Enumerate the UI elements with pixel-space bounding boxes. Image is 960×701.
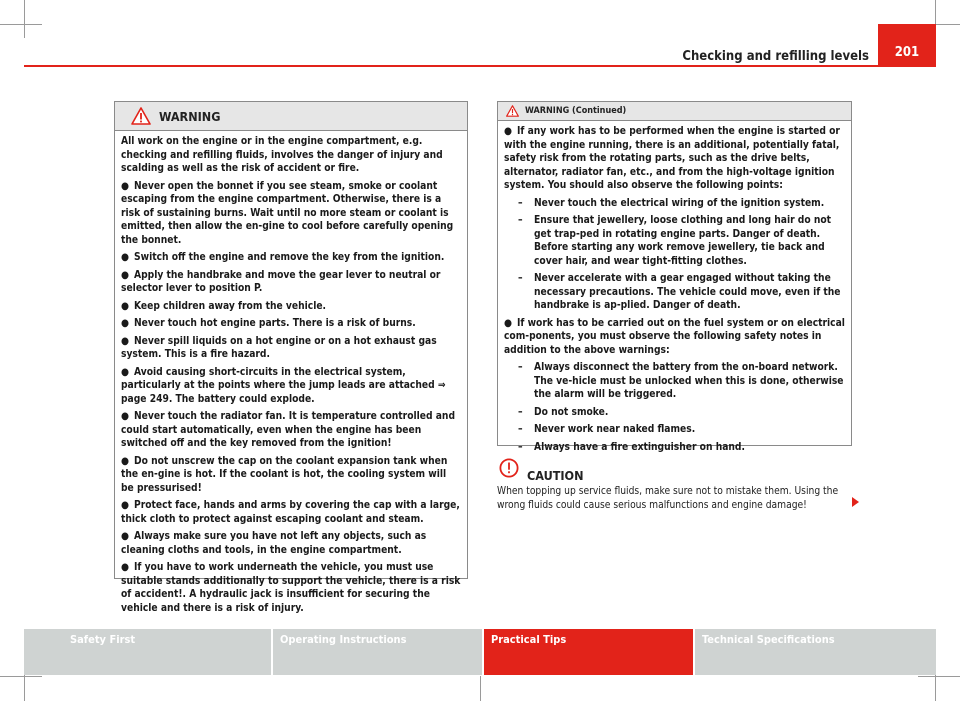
list-item: ● Avoid causing short-circuits in the electrical system, particularly at the points where the jump leads are attached ⇒ page 249. The battery could explode. bbox=[121, 366, 446, 405]
bullet-icon: ● bbox=[121, 335, 129, 347]
list-item: ● If any work has to be performed when the engine is started or with the engine running, there is an additional, potentially fatal, safety risk from the rotating parts, such as the drive belts, alternator, radiator fan, etc., and from the high-voltage ignition system. You should also observe the following points: bbox=[504, 126, 840, 191]
tab-practical-tips[interactable]: Practical Tips bbox=[484, 629, 693, 675]
sub-list-item: – Do not smoke. bbox=[518, 406, 609, 418]
crop-mark bbox=[0, 24, 42, 25]
caution-text: When topping up service fluids, make sure not to mistake them. Using the wrong fluids could cause serious malfunctions and engine damage! bbox=[497, 486, 839, 511]
bullet-icon: ● bbox=[121, 252, 129, 263]
dash-icon: – bbox=[518, 406, 523, 418]
dash-icon: – bbox=[518, 441, 523, 453]
dash-icon: – bbox=[518, 197, 523, 209]
sub-list-item: – Never touch the electrical wiring of the ignition system. bbox=[518, 197, 825, 209]
bullet-icon: ● bbox=[121, 269, 129, 281]
crop-mark bbox=[0, 676, 42, 677]
crop-mark bbox=[918, 676, 960, 677]
list-item: ● Apply the handbrake and move the gear lever to neutral or selector lever to position P. bbox=[121, 269, 441, 294]
bullet-icon: ● bbox=[121, 300, 129, 312]
page-number: 201 bbox=[878, 24, 936, 66]
sub-list-item: – Never accelerate with a gear engaged without taking the necessary precautions. The vehicle could move, even if the handbrake is ap-plied. Danger of death. bbox=[518, 273, 841, 311]
tab-operating-instructions[interactable]: Operating Instructions bbox=[273, 629, 482, 675]
bullet-icon: ● bbox=[121, 318, 129, 329]
continue-arrow-icon bbox=[852, 497, 859, 507]
sub-list-item: – Always have a fire extinguisher on hand. bbox=[518, 441, 745, 453]
tab-technical-specifications[interactable]: Technical Specifications bbox=[695, 629, 936, 675]
header-rule bbox=[24, 65, 936, 67]
crop-mark bbox=[24, 0, 25, 38]
list-item: ● If work has to be carried out on the fuel system or on electrical com-ponents, you must observe the following safety notes in addition to the above warnings: bbox=[504, 317, 845, 356]
bullet-icon: ● bbox=[504, 126, 512, 137]
list-item: ● Keep children away from the vehicle. bbox=[121, 300, 327, 312]
caution-icon bbox=[499, 458, 519, 478]
warning-body bbox=[115, 131, 467, 615]
dash-icon: – bbox=[518, 273, 523, 284]
crop-mark bbox=[480, 676, 481, 701]
list-item: ● Protect face, hands and arms by covering the cap with a large, thick cloth to protect against escaping coolant and steam. bbox=[121, 500, 460, 525]
caution-title: CAUTION bbox=[527, 468, 584, 483]
bullet-icon: ● bbox=[121, 411, 129, 422]
bullet-icon: ● bbox=[504, 317, 512, 329]
warning-triangle-icon bbox=[506, 105, 519, 117]
sub-list-item: – Never work near naked flames. bbox=[518, 424, 696, 435]
tab-safety-first[interactable]: Safety First bbox=[24, 629, 271, 675]
list-item: ● Never open the bonnet if you see steam, smoke or coolant escaping from the engine compartment. Otherwise, there is a risk of sustaining burns. Wait until no more steam or coolant is emitted, then allow the en-gine to cool before carefully opening the bonnet. bbox=[121, 180, 454, 246]
warning-continued-header bbox=[498, 102, 851, 121]
list-item: ● Never touch hot engine parts. There is a risk of burns. bbox=[121, 318, 416, 329]
dash-icon: – bbox=[518, 362, 523, 373]
sub-list-item: – Always disconnect the battery from the on-board network. The ve-hicle must be unlocked when this is done, otherwise the alarm will be triggered. bbox=[518, 362, 844, 400]
bullet-icon: ● bbox=[121, 562, 129, 573]
bullet-icon: ● bbox=[121, 180, 129, 192]
list-item: ● Always make sure you have not left any objects, such as cleaning cloths and tools, in the engine compartment. bbox=[121, 531, 427, 556]
bullet-icon: ● bbox=[121, 531, 129, 542]
warning-intro: All work on the engine or in the engine compartment, e.g. checking and refilling fluids, involves the danger of injury and scalding as well as the risk of accident or fire. bbox=[121, 136, 443, 174]
warning-header bbox=[115, 102, 467, 131]
bullet-icon: ● bbox=[121, 500, 129, 511]
bullet-icon: ● bbox=[121, 366, 129, 378]
warning-title: WARNING bbox=[159, 108, 221, 124]
dash-icon: – bbox=[518, 215, 523, 226]
bullet-icon: ● bbox=[121, 455, 129, 467]
footer-tabs bbox=[24, 629, 936, 675]
list-item: ● If you have to work underneath the vehicle, you must use suitable stands additionally to support the vehicle, there is a risk of accident!. A hydraulic jack is insufficient for securing the vehicle and there is a risk of injury. bbox=[121, 562, 461, 614]
warning-continued-body bbox=[498, 121, 851, 454]
list-item: ● Do not unscrew the cap on the coolant expansion tank when the en-gine is hot. If the coolant is hot, the cooling system will be pressurised! bbox=[121, 455, 448, 494]
sub-list-item: – Ensure that jewellery, loose clothing and long hair do not get trap-ped in rotating engine parts. Danger of death. Before starting any work remove jewellery, tie back and cover hair, and wear tight-fitting clothes. bbox=[518, 215, 832, 267]
section-title: Checking and refilling levels bbox=[682, 49, 869, 64]
dash-icon: – bbox=[518, 424, 523, 435]
list-item: ● Switch off the engine and remove the key from the ignition. bbox=[121, 252, 445, 263]
list-item: ● Never spill liquids on a hot engine or on a hot exhaust gas system. This is a fire hazard. bbox=[121, 335, 437, 360]
list-item: ● Never touch the radiator fan. It is temperature controlled and could start automatically, even when the engine has been switched off and the key removed from the ignition! bbox=[121, 411, 456, 449]
warning-triangle-icon bbox=[131, 107, 151, 125]
warning-box bbox=[114, 101, 468, 614]
warning-continued-box bbox=[497, 101, 852, 453]
warning-continued-title: WARNING (Continued) bbox=[525, 106, 627, 116]
